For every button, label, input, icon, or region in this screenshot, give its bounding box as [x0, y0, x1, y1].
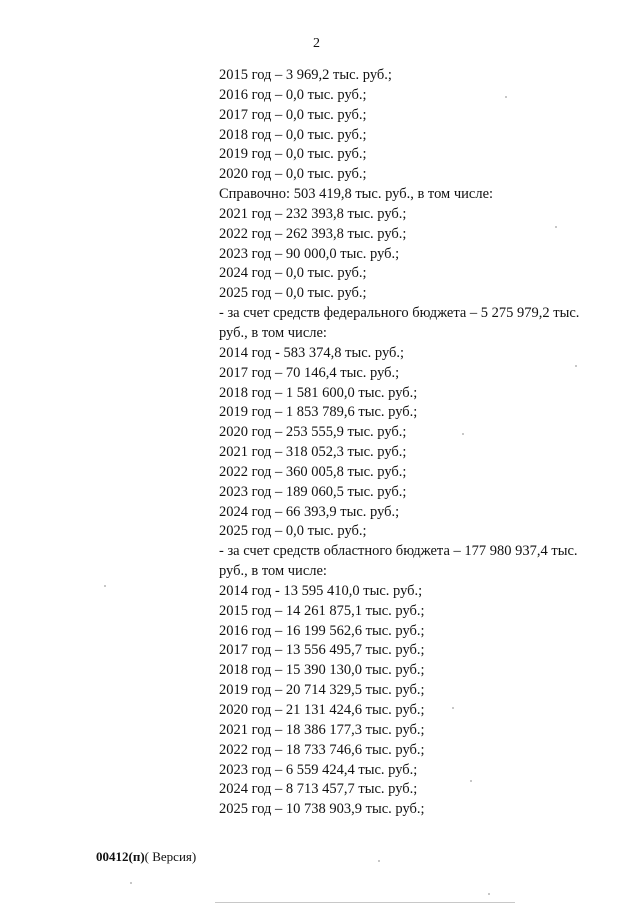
funding-line: 2024 год – 8 713 457,7 тыс. руб.; — [219, 781, 418, 798]
funding-line: 2019 год – 20 714 329,5 тыс. руб.; — [219, 682, 425, 699]
funding-line: 2016 год – 0,0 тыс. руб.; — [219, 86, 367, 103]
document-body — [219, 66, 599, 820]
funding-line: 2019 год – 1 853 789,6 тыс. руб.; — [219, 404, 418, 421]
funding-line: 2020 год – 253 555,9 тыс. руб.; — [219, 424, 407, 441]
funding-line: 2022 год – 360 005,8 тыс. руб.; — [219, 463, 407, 480]
federal-budget-heading: - за счет средств федерального бюджета – 5 275 979,2 тыс. руб., в том числе: — [219, 305, 580, 341]
document-code: 00412(п) — [96, 849, 145, 864]
funding-line: 2017 год – 70 146,4 тыс. руб.; — [219, 364, 400, 381]
funding-line: 2015 год – 3 969,2 тыс. руб.; — [219, 67, 392, 83]
page-number: 2 — [313, 36, 320, 51]
funding-line: 2017 год – 0,0 тыс. руб.; — [219, 106, 367, 123]
funding-list-block-1 — [219, 66, 599, 304]
funding-line: 2018 год – 15 390 130,0 тыс. руб.; — [219, 662, 425, 679]
scan-edge-line — [215, 902, 515, 903]
funding-line: 2018 год – 0,0 тыс. руб.; — [219, 126, 367, 143]
funding-line: 2020 год – 21 131 424,6 тыс. руб.; — [219, 702, 425, 718]
reference-line: Справочно: 503 419,8 тыс. руб., в том числе: — [219, 186, 494, 203]
funding-line: 2019 год – 0,0 тыс. руб.; — [219, 146, 367, 163]
funding-line: 2020 год – 0,0 тыс. руб.; — [219, 166, 367, 183]
document-version: ( Версия) — [144, 849, 197, 864]
funding-line: 2015 год – 14 261 875,1 тыс. руб.; — [219, 602, 425, 619]
document-footer — [96, 849, 196, 865]
funding-line: 2014 год - 583 374,8 тыс. руб.; — [219, 344, 405, 361]
funding-line: 2022 год – 262 393,8 тыс. руб.; — [219, 225, 407, 242]
funding-line: 2023 год – 6 559 424,4 тыс. руб.; — [219, 761, 418, 778]
funding-line: 2023 год – 189 060,5 тыс. руб.; — [219, 483, 407, 500]
funding-line: 2021 год – 18 386 177,3 тыс. руб.; — [219, 721, 425, 738]
funding-line: 2023 год – 90 000,0 тыс. руб.; — [219, 245, 400, 262]
funding-line: 2025 год – 0,0 тыс. руб.; — [219, 285, 367, 302]
funding-line: 2022 год – 18 733 746,6 тыс. руб.; — [219, 741, 425, 758]
funding-line: 2021 год – 318 052,3 тыс. руб.; — [219, 444, 407, 461]
funding-line: 2017 год – 13 556 495,7 тыс. руб.; — [219, 642, 425, 659]
funding-line: 2025 год – 0,0 тыс. руб.; — [219, 523, 367, 540]
funding-list-block-3 — [219, 582, 599, 820]
funding-line: 2014 год - 13 595 410,0 тыс. руб.; — [219, 582, 423, 599]
funding-line: 2025 год – 10 738 903,9 тыс. руб.; — [219, 801, 425, 818]
funding-line: 2021 год – 232 393,8 тыс. руб.; — [219, 205, 407, 222]
funding-line: 2024 год – 66 393,9 тыс. руб.; — [219, 503, 400, 520]
funding-line: 2016 год – 16 199 562,6 тыс. руб.; — [219, 622, 425, 639]
funding-list-block-2 — [219, 344, 599, 542]
funding-line: 2024 год – 0,0 тыс. руб.; — [219, 265, 367, 282]
regional-budget-heading: - за счет средств областного бюджета – 177 980 937,4 тыс. руб., в том числе: — [219, 543, 578, 580]
funding-line: 2018 год – 1 581 600,0 тыс. руб.; — [219, 384, 418, 401]
